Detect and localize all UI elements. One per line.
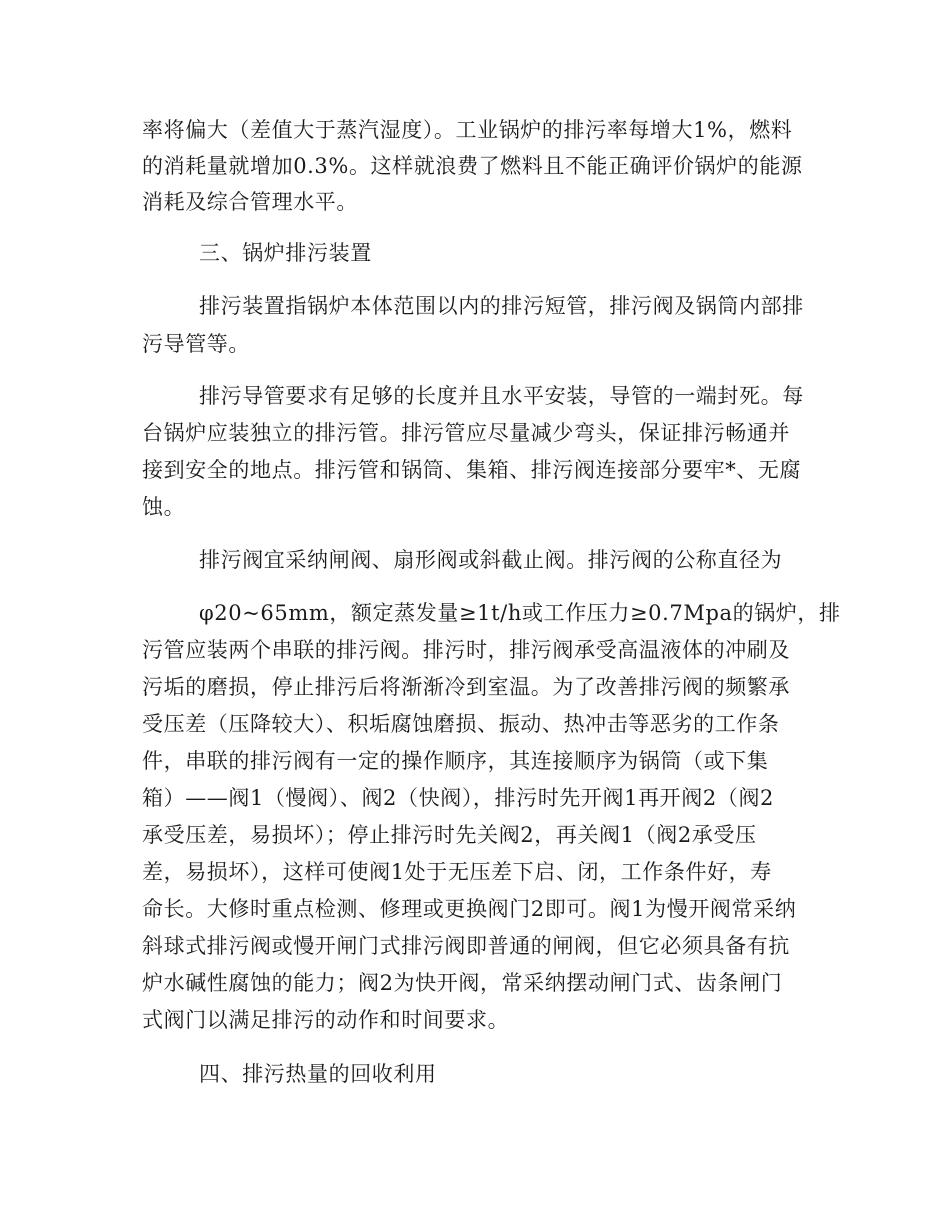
section-heading: 四、排污热量的回收利用 [199, 1062, 437, 1086]
text-line: 污管应装两个串联的排污阀。排污时，排污阀承受高温液体的冲刷及 [142, 638, 790, 662]
text-line: 排污导管要求有足够的长度并且水平安装，导管的一端封死。每 [199, 384, 804, 408]
text-line: 箱）——阀1（慢阀）、阀2（快阀），排污时先开阀1再开阀2（阀2 [142, 786, 775, 810]
text-line: 消耗及综合管理水平。 [142, 190, 358, 214]
section-heading: 三、锅炉排污装置 [199, 241, 372, 265]
text-line: 蚀。 [142, 495, 186, 519]
text-line: 件，串联的排污阀有一定的操作顺序，其连接顺序为锅筒（或下集 [142, 749, 769, 773]
text-line: 受压差（压降较大）、积垢腐蚀磨损、振动、热冲击等恶劣的工作条 [142, 712, 780, 736]
text-line: 污垢的磨损，停止排污后将渐渐冷到室温。为了改善排污阀的频繁承 [142, 675, 790, 699]
text-line: 炉水碱性腐蚀的能力；阀2为快开阀，常采纳摆动闸门式、齿条闸门 [142, 971, 783, 995]
text-line: 排污装置指锅炉本体范围以内的排污短管，排污阀及锅筒内部排 [199, 294, 804, 318]
text-line: 污导管等。 [142, 332, 250, 356]
text-line: φ20~65mm，额定蒸发量≥1t/h或工作压力≥0.7Mpa的锅炉，排 [199, 601, 841, 625]
text-line: 承受压差，易损坏）；停止排污时先关阀2，再关阀1（阀2承受压 [142, 823, 757, 847]
text-line: 率将偏大（差值大于蒸汽湿度）。工业锅炉的排污率每增大1%，燃料 [142, 118, 793, 142]
text-line: 命长。大修时重点检测、修理或更换阀门2即可。阀1为慢开阀常采纳 [142, 897, 797, 921]
text-line: 斜球式排污阀或慢开闸门式排污阀即普通的闸阀，但它必须具备有抗 [142, 934, 790, 958]
text-line: 式阀门以满足排污的动作和时间要求。 [142, 1008, 510, 1032]
text-line: 接到安全的地点。排污管和锅筒、集箱、排污阀连接部分要牢*、无腐 [142, 458, 802, 482]
text-line: 的消耗量就增加0.3%。这样就浪费了燃料且不能正确评价锅炉的能源 [142, 154, 803, 178]
text-line: 台锅炉应装独立的排污管。排污管应尽量减少弯头，保证排污畅通并 [142, 421, 790, 445]
text-line: 排污阀宜采纳闸阀、扇形阀或斜截止阀。排污阀的公称直径为 [199, 548, 783, 572]
text-line: 差，易损坏），这样可使阀1处于无压差下启、闭，工作条件好，寿 [142, 860, 772, 884]
